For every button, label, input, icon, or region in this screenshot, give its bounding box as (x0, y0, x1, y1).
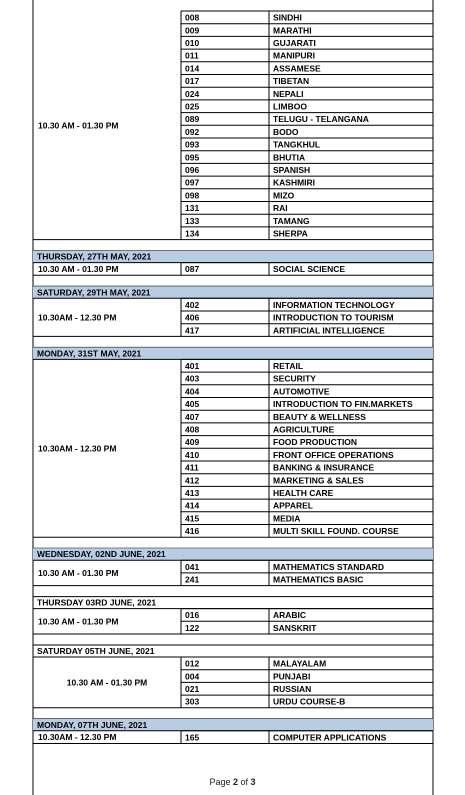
exam-time: 10.30 AM - 01.30 PM (38, 120, 119, 131)
exam-time: 10.30 AM - 01.30 PM (66, 677, 148, 688)
subject-name: BEAUTY & WELLNESS (273, 411, 366, 422)
subject-code: 401 (185, 361, 200, 371)
footer-page-number: 2 (232, 777, 238, 787)
exam-time: 10.30 AM - 01.30 PM (38, 263, 119, 274)
subject-code: 014 (185, 63, 200, 74)
subject-name: KASHMIRI (273, 177, 316, 188)
subject-code: 087 (185, 264, 200, 275)
exam-time: 10.30AM - 12.30 PM (38, 443, 117, 454)
subject-name: INTRODUCTION TO FIN.MARKETS (273, 399, 413, 410)
exam-time: 10.30 AM - 01.30 PM (38, 616, 119, 627)
subject-name: INTRODUCTION TO TOURISM (273, 312, 394, 323)
subject-name: NEPALI (273, 88, 304, 99)
subject-code: 095 (185, 152, 200, 163)
subject-code: 098 (185, 190, 200, 201)
subject-code: 009 (185, 25, 200, 36)
subject-code: 411 (185, 462, 199, 473)
subject-code: 405 (185, 399, 200, 410)
subject-name: BODO (273, 126, 299, 137)
subject-name: BANKING & INSURANCE (273, 462, 375, 473)
subject-name: MEDIA (273, 513, 301, 524)
subject-name: GUJARATI (273, 38, 316, 48)
subject-code: 010 (185, 38, 200, 48)
subject-name: SHERPA (273, 228, 308, 239)
subject-code: 412 (185, 475, 200, 486)
subject-code: 025 (185, 101, 200, 112)
subject-name: MALAYALAM (273, 658, 327, 669)
exam-date-header: MONDAY, 31ST MAY, 2021 (37, 348, 142, 359)
subject-name: TELUGU - TELANGANA (273, 114, 369, 125)
page-footer (0, 777, 465, 787)
subject-name: MANIPURI (273, 50, 316, 61)
subject-name: ASSAMESE (273, 63, 321, 74)
subject-name: URDU COURSE-B (273, 696, 346, 707)
subject-name: INFORMATION TECHNOLOGY (273, 299, 395, 310)
subject-name: COMPUTER APPLICATIONS (273, 732, 387, 743)
subject-code: 021 (185, 684, 200, 694)
subject-code: 404 (185, 386, 200, 397)
subject-code: 092 (185, 126, 200, 137)
subject-code: 041 (185, 561, 200, 572)
subject-name: TIBETAN (273, 76, 310, 87)
subject-name: SANSKRIT (273, 622, 317, 633)
subject-name: TAMANG (273, 215, 310, 226)
subject-code: 096 (185, 165, 200, 175)
subject-code: 089 (185, 114, 200, 125)
subject-code: 122 (185, 622, 200, 633)
subject-name: TANGKHUL (273, 139, 321, 150)
subject-code: 402 (185, 299, 200, 310)
subject-code: 012 (185, 658, 200, 669)
subject-name: MIZO (273, 190, 295, 201)
subject-code: 408 (185, 424, 200, 435)
subject-name: APPAREL (273, 500, 313, 511)
subject-code: 093 (185, 139, 200, 150)
subject-code: 407 (185, 411, 200, 422)
subject-name: HEALTH CARE (273, 488, 334, 498)
subject-code: 133 (185, 215, 200, 226)
footer-page-total: 3 (250, 777, 256, 787)
exam-date-header: WEDNESDAY, 02ND JUNE, 2021 (37, 549, 166, 560)
subject-code: 303 (185, 696, 200, 707)
subject-code: 017 (185, 76, 200, 87)
subject-name: FOOD PRODUCTION (273, 437, 358, 448)
subject-code: 413 (185, 488, 200, 498)
subject-name: MARKETING & SALES (273, 475, 364, 486)
subject-code: 409 (185, 437, 200, 448)
subject-code: 415 (185, 513, 200, 524)
subject-name: FRONT OFFICE OPERATIONS (273, 449, 394, 460)
subject-name: ARABIC (273, 610, 307, 621)
subject-code: 165 (185, 732, 200, 743)
subject-code: 406 (185, 312, 200, 323)
subject-code: 097 (185, 177, 200, 188)
subject-name: PUNJABI (273, 671, 311, 682)
subject-code: 414 (185, 500, 200, 511)
exam-time: 10.30AM - 12.30 PM (38, 732, 117, 743)
subject-name: MULTI SKILL FOUND. COURSE (273, 526, 399, 537)
subject-name: SPANISH (273, 165, 311, 175)
subject-name: RUSSIAN (273, 684, 312, 694)
subject-code: 417 (185, 325, 200, 336)
subject-code: 131 (185, 203, 200, 214)
subject-code: 134 (185, 228, 200, 239)
subject-name: SOCIAL SCIENCE (273, 264, 346, 275)
subject-name: RAI (273, 203, 288, 214)
subject-name: ARTIFICIAL INTELLIGENCE (273, 325, 385, 336)
subject-code: 403 (185, 373, 200, 384)
exam-date-header: THURSDAY 03RD JUNE, 2021 (37, 597, 157, 608)
exam-date-header: SATURDAY 05TH JUNE, 2021 (37, 646, 155, 656)
subject-name: MATHEMATICS STANDARD (273, 561, 384, 572)
subject-name: AUTOMOTIVE (273, 386, 330, 397)
exam-date-header: SATURDAY, 29TH MAY, 2021 (37, 287, 151, 298)
footer-of: of (238, 777, 251, 787)
exam-time: 10.30AM - 12.30 PM (38, 312, 117, 323)
subject-code: 016 (185, 610, 200, 621)
subject-code: 011 (185, 50, 199, 61)
exam-date-header: THURSDAY, 27TH MAY, 2021 (37, 251, 152, 262)
subject-code: 004 (185, 671, 200, 682)
subject-code: 416 (185, 526, 200, 537)
subject-name: BHUTIA (273, 152, 306, 163)
subject-name: RETAIL (273, 361, 304, 371)
subject-code: 410 (185, 449, 200, 460)
subject-name: SECURITY (273, 373, 316, 384)
footer-prefix: Page (209, 777, 233, 787)
subject-code: 008 (185, 12, 200, 23)
subject-name: MARATHI (273, 25, 312, 36)
subject-name: AGRICULTURE (273, 424, 335, 435)
subject-name: MATHEMATICS BASIC (273, 574, 364, 585)
subject-code: 241 (185, 574, 200, 585)
subject-name: LIMBOO (273, 101, 307, 112)
exam-time: 10.30 AM - 01.30 PM (38, 567, 119, 578)
subject-code: 024 (185, 88, 200, 99)
subject-name: SINDHI (273, 12, 302, 23)
exam-date-header: MONDAY, 07TH JUNE, 2021 (37, 719, 148, 730)
